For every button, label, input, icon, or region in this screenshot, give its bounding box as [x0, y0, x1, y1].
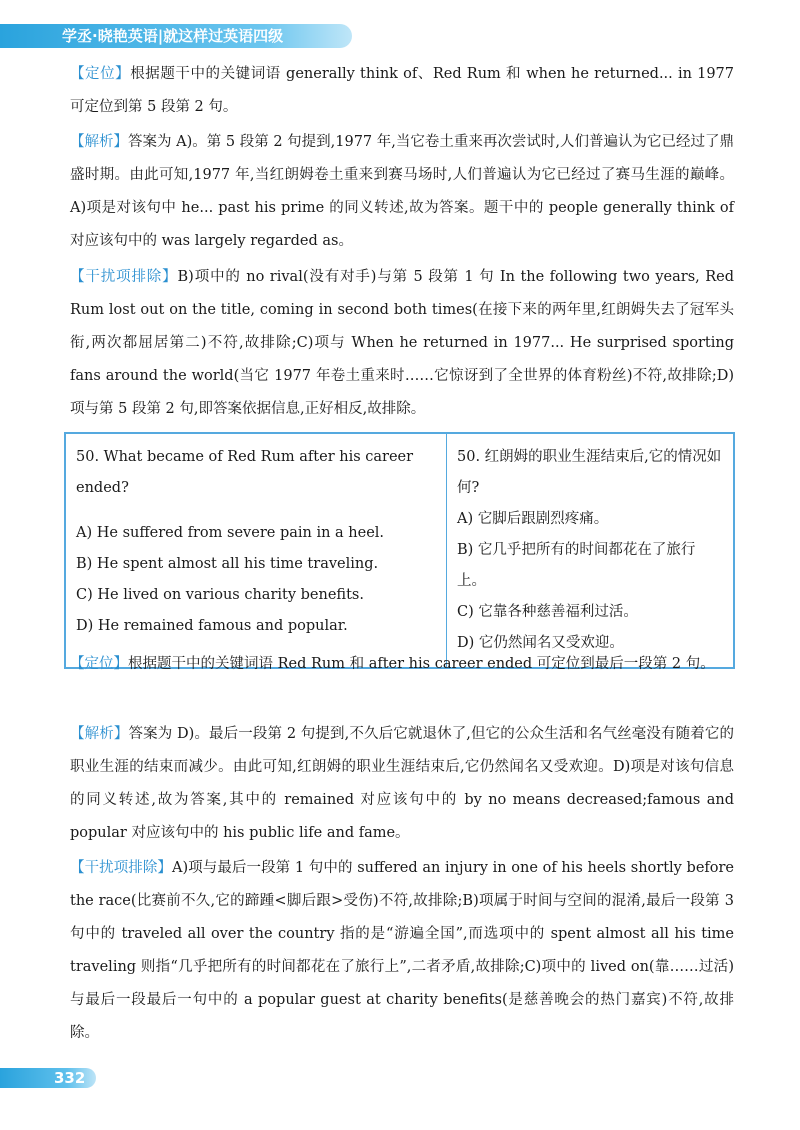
analysis-paragraph-1 — [70, 126, 734, 258]
question-english — [65, 433, 447, 668]
analysis-text: 答案为 D)。最后一段第 2 句提到,不久后它就退休了,但它的公众生活和名气丝毫没有随着它的职业生涯的结束而减少。由此可知,红朗姆的职业生涯结束后,它仍然闻名又受欢迎。D)项是对该句信息的同义转述,故为答案,其中的 remained 对应该句中的 by no means decreased;famous and popular 对应该句中的 his public life and fame。 — [70, 726, 734, 841]
distractor-paragraph-1 — [70, 261, 734, 426]
distractor-paragraph-2 — [70, 852, 734, 1050]
locate-tag: 【定位】 — [70, 66, 131, 82]
distractor-tag: 【干扰项排除】 — [70, 269, 178, 285]
locate-paragraph-2 — [70, 648, 734, 681]
option-c-en: C) He lived on various charity benefits. — [76, 587, 364, 603]
analysis-tag: 【解析】 — [70, 134, 129, 150]
distractor-text: A)项与最后一段第 1 句中的 suffered an injury in one of his heels shortly before the race(比赛前不久,它的蹄踵<脚后跟>受伤)不符,故排除;B)项属于时间与空间的混淆,最后一段第 3 句中的 traveled all over the country 指的是“游遍全国”,而选项中的 spent almost all his time traveling 则指“几乎把所有的时间都花在了旅行上”,二者矛盾,故排除;C)项中的 lived on(靠……过活)与最后一段最后一句中的 a popular guest at charity benefits(是慈善晚会的热门嘉宾)不符,故排除。 — [70, 860, 735, 1041]
analysis-paragraph-2 — [70, 718, 734, 850]
distractor-tag: 【干扰项排除】 — [70, 860, 173, 876]
question-table — [64, 432, 735, 669]
option-c-zh: C) 它靠各种慈善福利过活。 — [457, 604, 638, 620]
analysis-tag: 【解析】 — [70, 726, 129, 742]
header-title: 学丞·晓艳英语|就这样过英语四级 — [62, 27, 284, 45]
question-stem-zh: 50. 红朗姆的职业生涯结束后,它的情况如何? — [457, 449, 722, 496]
analysis-text: 答案为 A)。第 5 段第 2 句提到,1977 年,当它卷土重来再次尝试时,人们普遍认为它已经过了鼎盛时期。由此可知,1977 年,当红朗姆卷土重来到赛马场时,人们普遍认为它已经过了赛马生涯的巅峰。A)项是对该句中 he... past his prime 的同义转述,故为答案。题干中的 people generally think of 对应该句中的 was largely regarded as。 — [70, 134, 735, 249]
page-number: 332 — [54, 1069, 86, 1087]
option-a-en: A) He suffered from severe pain in a heel. — [76, 525, 385, 541]
option-b-zh: B) 它几乎把所有的时间都花在了旅行上。 — [457, 542, 696, 589]
distractor-text: B)项中的 no rival(没有对手)与第 5 段第 1 句 In the following two years, Red Rum lost out on the title, coming in second both times(在接下来的两年里,红朗姆失去了冠军头衔,两次都屈居第二)不符,故排除;C)项与 When he returned in 1977... He surprised sporting fans around the world(当它 1977 年卷土重来时……它惊讶到了全世界的体育粉丝)不符,故排除;D)项与第 5 段第 2 句,即答案依据信息,正好相反,故排除。 — [70, 269, 734, 417]
option-d-zh: D) 它仍然闻名又受欢迎。 — [457, 635, 624, 651]
option-a-zh: A) 它脚后跟剧烈疼痛。 — [457, 511, 609, 527]
locate-text: 根据题干中的关键词语 generally think of、Red Rum 和 when he returned... in 1977 可定位到第 5 段第 2 句。 — [70, 66, 734, 115]
locate-tag: 【定位】 — [70, 656, 128, 672]
question-chinese — [447, 433, 735, 668]
question-stem-en: 50. What became of Red Rum after his career ended? — [76, 449, 414, 496]
option-b-en: B) He spent almost all his time traveling. — [76, 556, 379, 572]
locate-paragraph-1 — [70, 58, 734, 124]
locate-text: 根据题干中的关键词语 Red Rum 和 after his career ended 可定位到最后一段第 2 句。 — [128, 656, 715, 672]
option-d-en: D) He remained famous and popular. — [76, 618, 348, 634]
